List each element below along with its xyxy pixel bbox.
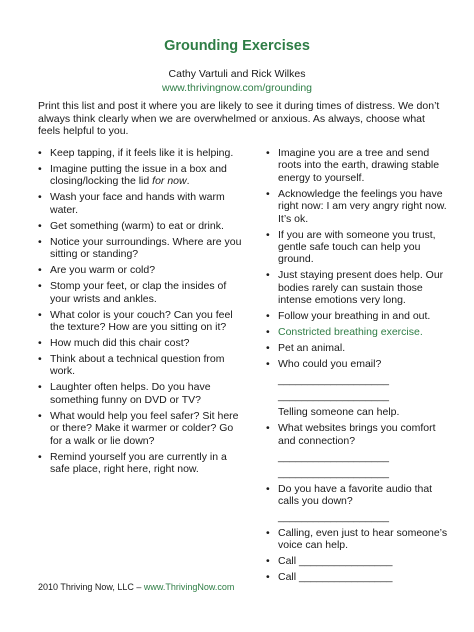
list-item: • Who could you email? (266, 358, 448, 370)
list-item: • Notice your surroundings. Where are you sitting or standing? (38, 236, 248, 261)
list-item: • Keep tapping, if it feels like it is helping. (38, 147, 248, 159)
blank-line: ___________________ (278, 450, 389, 463)
list-item: • Follow your breathing in and out. (266, 310, 448, 322)
list-item: • Think about a technical question from work. (38, 353, 248, 378)
blank-line: ___________________ (278, 511, 389, 524)
source-url-link[interactable]: www.thrivingnow.com/grounding (162, 82, 312, 94)
authors-line: Cathy Vartuli and Rick Wilkes (168, 68, 306, 80)
list-item: • Get something (warm) to eat or drink. (38, 220, 248, 232)
list-item-emphasis: for now (152, 175, 187, 188)
left-exercise-list (38, 147, 248, 479)
intro-paragraph: Print this list and post it where you are likely to see it during times of distress. We don’t always think clearly when we are overwhelmed or anxious. As always, choose what feels helpful to you. (38, 100, 440, 138)
footer-copyright: 2010 Thriving Now, LLC – (38, 582, 144, 592)
list-item: • Pet an animal. (266, 342, 448, 354)
list-item: • Laughter often helps. Do you have something funny on DVD or TV? (38, 381, 248, 406)
list-item: • Do you have a favorite audio that calls you down? (266, 483, 448, 508)
footer-link[interactable]: www.ThrivingNow.com (143, 582, 235, 592)
list-item: • What color is your couch? Can you feel the texture? How are you sitting on it? (38, 309, 248, 334)
right-exercise-list (266, 147, 448, 587)
list-item: • Are you warm or cold? (38, 264, 248, 276)
list-item (266, 326, 448, 338)
list-item-text: Imagine putting the issue in a box and closing/locking the lid (50, 163, 227, 188)
list-item: • Wash your face and hands with warm water. (38, 191, 248, 216)
list-item: • Call ________________ (266, 571, 448, 583)
list-item: • Imagine you are a tree and send roots into the earth, drawing stable energy to yourself. (266, 147, 448, 184)
blank-line: ___________________ (278, 390, 389, 403)
list-item: • Acknowledge the feelings you have right now: I am very angry right now. It’s ok. (266, 188, 448, 225)
blank-line: ___________________ (278, 466, 389, 479)
list-item: • Remind yourself you are currently in a safe place, right here, right now. (38, 451, 248, 476)
list-item: • Call ________________ (266, 555, 448, 567)
list-item: • If you are with someone you trust, gentle safe touch can help you ground. (266, 229, 448, 266)
page-title: Grounding Exercises (164, 38, 310, 54)
list-item: • How much did this chair cost? (38, 337, 248, 349)
blank-line: ___________________ (278, 374, 389, 387)
list-item: • Just staying present does help. Our bodies rarely can sustain those intense emotions very long. (266, 269, 448, 306)
list-item: • Stomp your feet, or clap the insides of your wrists and ankles. (38, 280, 248, 305)
list-item: • Calling, even just to hear someone’s voice can help. (266, 527, 448, 552)
list-note: Telling someone can help. (278, 406, 400, 419)
list-item: • Imagine putting the issue in a box and closing/locking the lid for now. (38, 163, 248, 188)
list-item: • What would help you feel safer? Sit here or there? Make it warmer or colder? Go for a walk or lie down? (38, 410, 248, 447)
breathing-exercise-link[interactable]: Constricted breathing exercise. (278, 326, 423, 339)
list-item: • What websites brings you comfort and connection? (266, 422, 448, 447)
page-footer (38, 582, 234, 592)
